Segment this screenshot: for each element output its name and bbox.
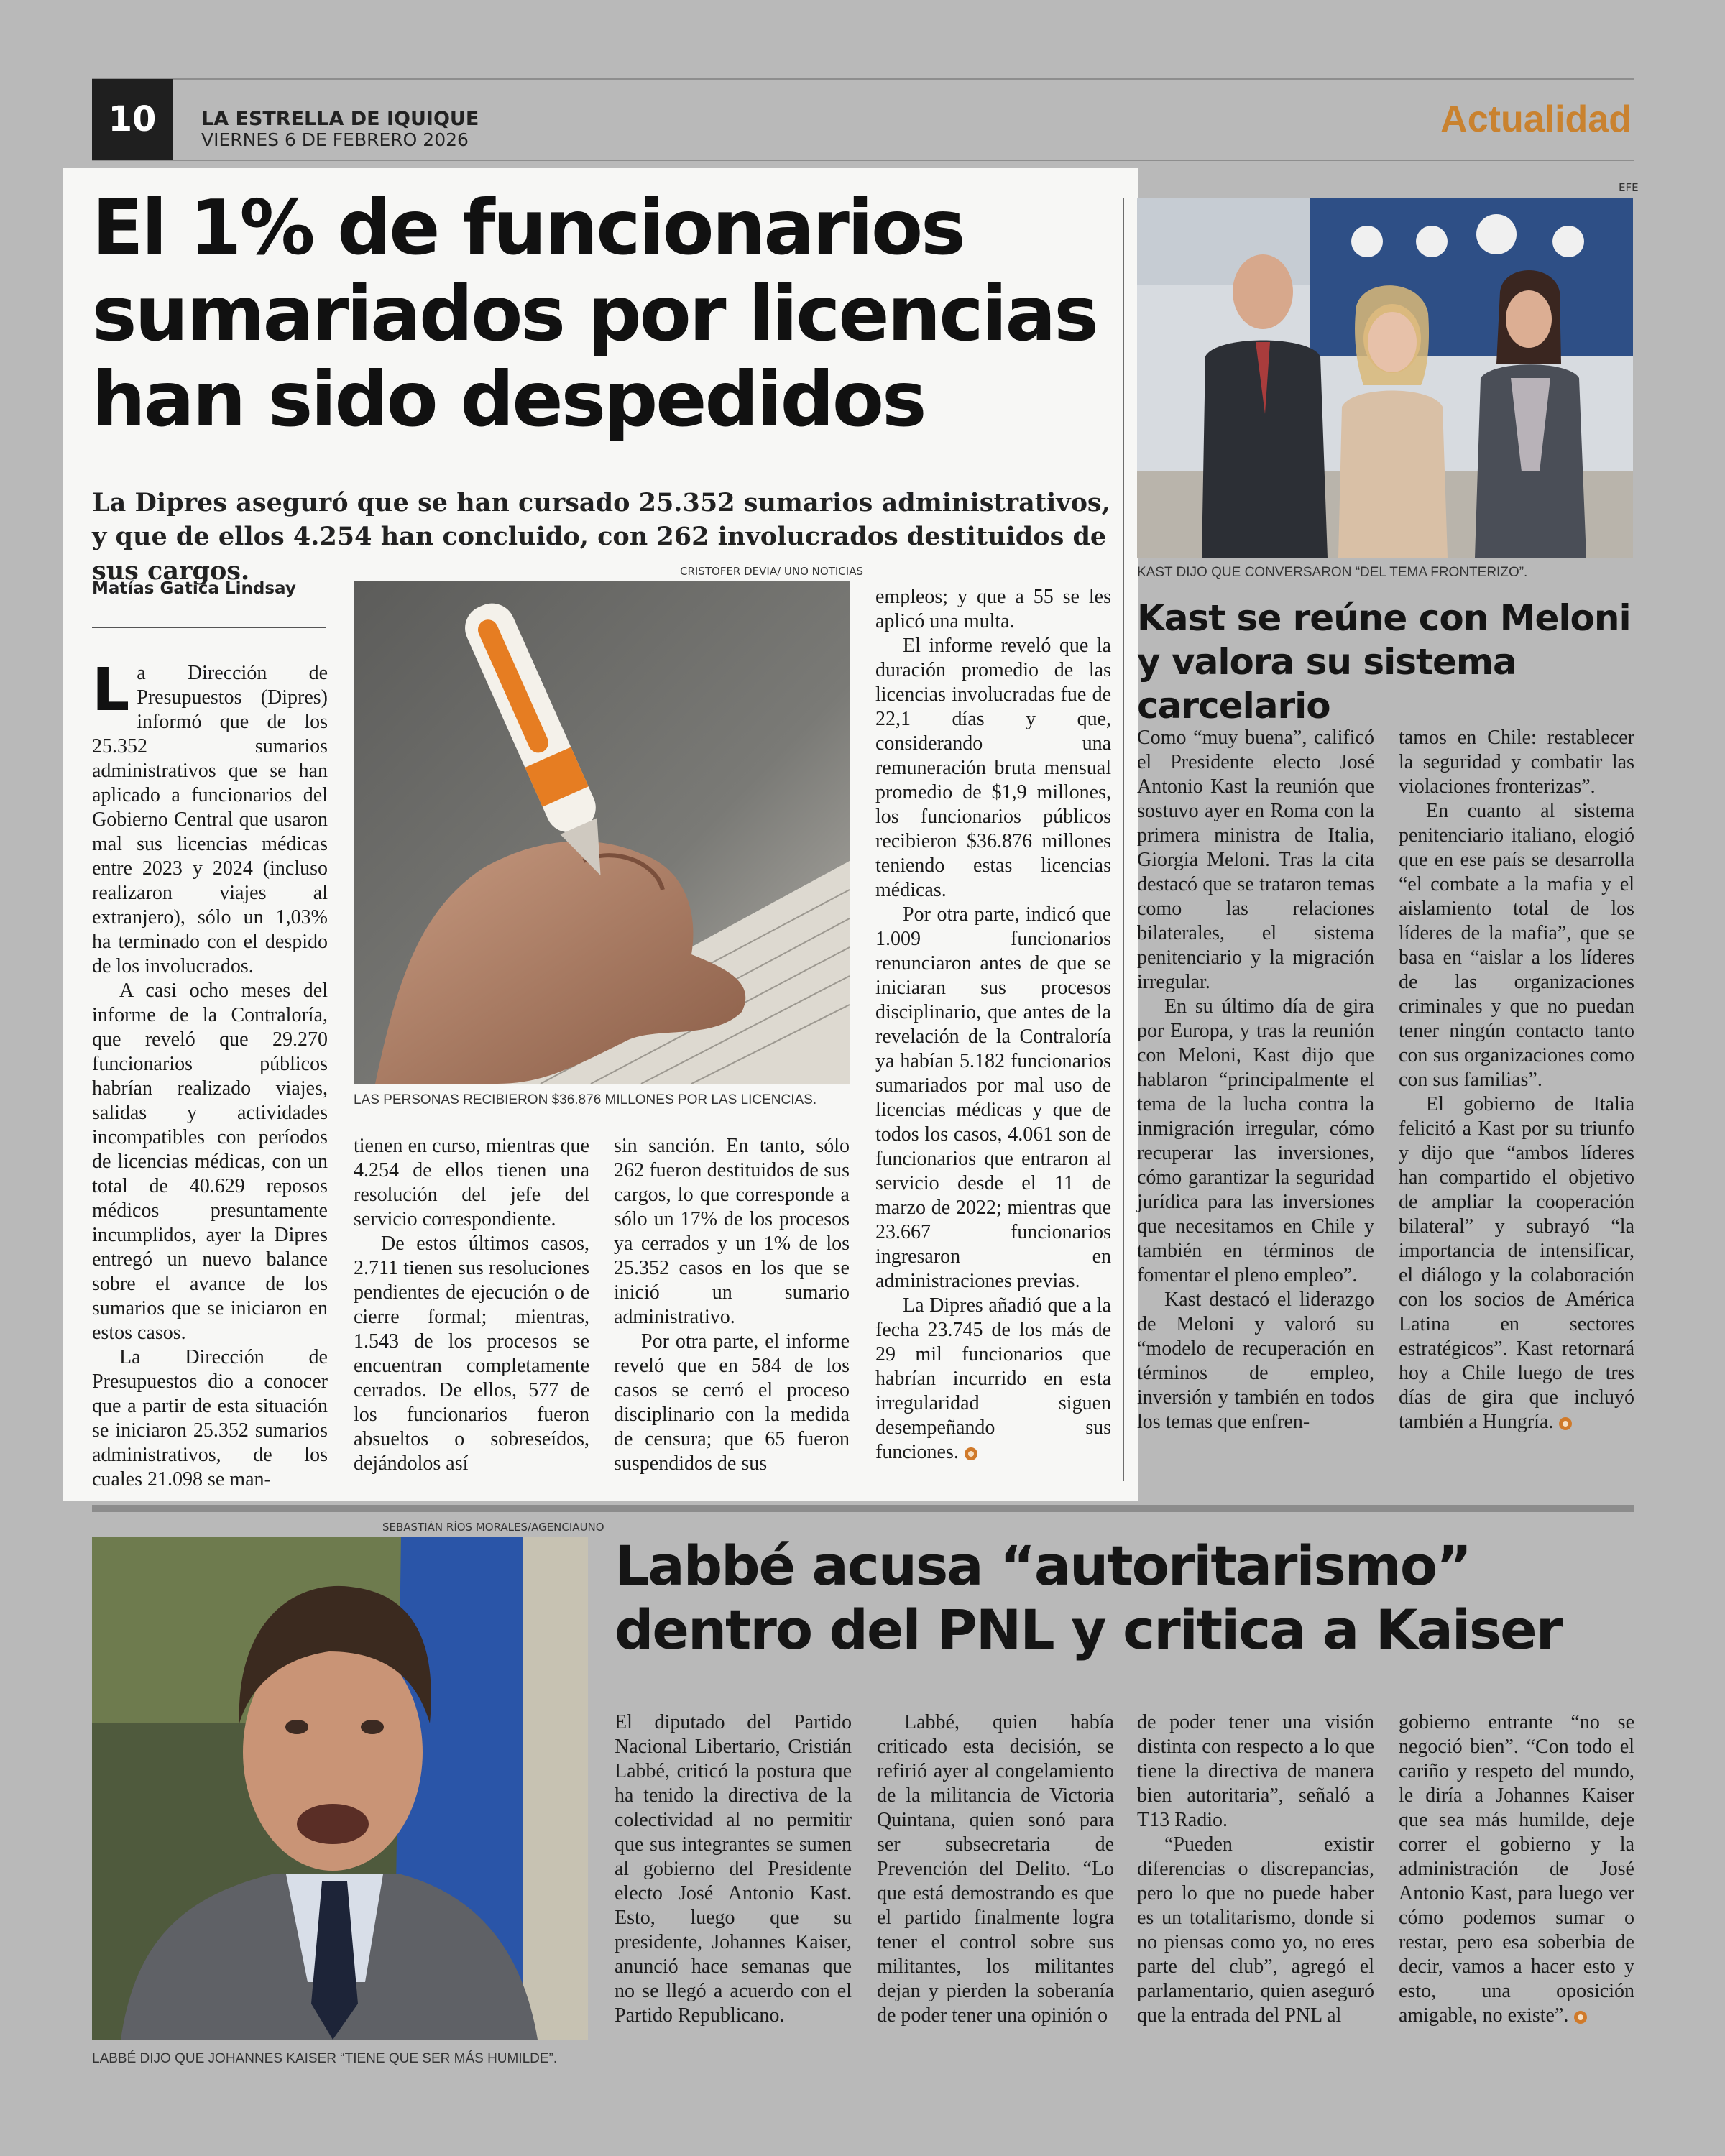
bottom-col-2 [877, 1710, 1114, 2028]
drop-cap: L [92, 656, 130, 724]
publication-date: VIERNES 6 DE FEBRERO 2026 [201, 129, 469, 150]
page-number: 10 [92, 79, 172, 160]
main-photo-credit: CRISTOFER DEVIA/ UNO NOTICIAS [680, 565, 863, 578]
article-separator [92, 1505, 1634, 1512]
end-mark-icon [965, 1447, 978, 1460]
byline-rule [92, 627, 326, 628]
column-divider [1123, 198, 1124, 1481]
paragraph: En su último día de gira por Europa, y tras la reunión con Meloni, Kast dijo que hablaron “principalmente el tema de la lucha contra la inmigración irregular, cómo recuperar las inversiones, cómo garantizar la seguridad jurídica para las inversiones que necesitamos en Chile y también en términos de fomentar el pleno empleo”. [1137, 995, 1374, 1286]
labbe-portrait-illustration [92, 1537, 588, 2040]
end-mark-icon [1574, 2011, 1587, 2024]
side-photo [1137, 198, 1633, 558]
paragraph: Kast destacó el liderazgo de Meloni y valoró su “modelo de recuperación en términos de empleo, inversión y también en todos los temas que enfren- [1137, 1289, 1374, 1433]
paragraph: a Dirección de Presupuestos (Dipres) informó que de los 25.352 sumarios administrativos que se han aplicado a funcionarios del Gobierno Central que usaron mal sus licencias médicas entre 2023 y 2024 (incluso realizaron viajes al extranjero), sólo un 1,03% ha terminado con el despido de los involucrados. [92, 662, 328, 977]
paragraph: tamos en Chile: restablecer la seguridad y combatir las violaciones fronterizas”. [1399, 727, 1634, 798]
hand-writing-illustration [354, 581, 850, 1084]
paragraph: El gobierno de Italia felicitó a Kast por su triunfo y dijo que “ambos líderes han compartido el objetivo de ampliar la cooperación bilateral” y subrayó “la importancia de intensificar, el diálogo y la colaboración con los socios de América Latina en sectores estratégicos”. Kast retornará hoy a Chile luego de tres días de gira que incluyó también a Hungría. [1399, 1093, 1634, 1433]
main-col-3 [614, 1134, 850, 1476]
main-photo-caption: LAS PERSONAS RECIBIERON $36.876 MILLONES POR LAS LICENCIAS. [354, 1092, 817, 1107]
paragraph: de poder tener una visión distinta con respecto a lo que tiene la directiva de manera bien autoritaria”, señaló a T13 Radio. [1137, 1711, 1374, 1831]
paragraph: La Dirección de Presupuestos dio a conocer que a partir de esta situación se iniciaron 25.352 sumarios administrativos, de los cuales 21.098 se man- [92, 1346, 328, 1491]
paragraph: Como “muy buena”, calificó el Presidente electo José Antonio Kast la reunión que sostuvo ayer en Roma con la primera ministra de Italia, Giorgia Meloni. Tras la cita destacó que se trataron temas como las relaciones bilaterales, el sistema penitenciario y la migración irregular. [1137, 727, 1374, 993]
end-mark-icon [1559, 1417, 1572, 1430]
paragraph: Labbé, quien había criticado esta decisión, se refirió ayer al congelamiento de la militancia de Victoria Quintana, quien sonó para ser subsecretaria de Prevención del Delito. “Lo que está demostrando es que el partido finalmente logra tener el control sobre sus militantes, los militantes dejan y pierden la soberanía de poder tener una opinión o [877, 1711, 1114, 2027]
main-col-1 [92, 656, 328, 1492]
bottom-col-4 [1399, 1710, 1634, 2028]
paragraph: La Dipres añadió que a la fecha 23.745 de los más de 29 mil funcionarios que habrían incurrido en esta irregularidad siguen desempeñando sus funciones. [875, 1294, 1111, 1463]
main-photo [354, 581, 850, 1084]
bottom-photo [92, 1537, 588, 2040]
paragraph: “Pueden existir diferencias o discrepancias, pero lo que no puede haber es un totalitarismo, donde si no piensas como yo, no eres parte del club”, agregó el parlamentario, quien aseguró que la entrada del PNL al [1137, 1833, 1374, 2027]
side-photo-caption: KAST DIJO QUE CONVERSARON “DEL TEMA FRONTERIZO”. [1137, 565, 1528, 580]
side-headline: Kast se reúne con Meloni y valora su sistema carcelario [1137, 597, 1631, 727]
bottom-col-3 [1137, 1710, 1374, 2028]
meeting-photo-illustration [1137, 198, 1633, 558]
paragraph: A casi ocho meses del informe de la Contraloría, que reveló que 29.270 funcionarios públicos habrían realizado viajes, salidas y actividades incompatibles con períodos de licencias médicas, con un total de 40.629 reposos médicos presuntamente incumplidos, ayer la Dipres entregó un nuevo balance sobre el avance de los sumarios que se iniciaron en estos casos. [92, 980, 328, 1344]
top-rule [92, 78, 1634, 80]
main-col-4 [875, 585, 1111, 1465]
bottom-headline: Labbé acusa “autoritarismo” dentro del PNL y critica a Kaiser [615, 1534, 1562, 1662]
main-col-2 [354, 1134, 589, 1476]
bottom-photo-caption: LABBÉ DIJO QUE JOHANNES KAISER “TIENE QUE SER MÁS HUMILDE”. [92, 2051, 558, 2066]
paragraph: El diputado del Partido Nacional Libertario, Cristián Labbé, criticó la postura que ha tenido la directiva de la colectividad al no permitir que sus integrantes se sumen al gobierno del Presidente electo José Antonio Kast. Esto, luego que su presidente, Johannes Kaiser, anunció hace semanas que no se llegó a acuerdo con el Partido Republicano. [615, 1711, 852, 2027]
header-rule [92, 160, 1634, 161]
paragraph: Por otra parte, el informe reveló que en 584 de los casos se cerró el proceso disciplinario con la medida de censura; que 65 fueron suspendidos de sus [614, 1330, 850, 1475]
publication-name: LA ESTRELLA DE IQUIQUE [201, 108, 479, 130]
paragraph: El informe reveló que la duración promedio de las licencias involucradas fue de 22,1 días y que, considerando una remuneración bruta mensual promedio de $1,9 millones, los funcionarios públicos recibieron $36.876 millones teniendo estas licencias médicas. [875, 635, 1111, 901]
paragraph: sin sanción. En tanto, sólo 262 fueron destituidos de sus cargos, lo que corresponde a sólo un 17% de los procesos ya cerrados y un 1% de los 25.352 casos en los que se inició un sumario administrativo. [614, 1135, 850, 1328]
bottom-photo-credit: SEBASTIÁN RÍOS MORALES/AGENCIAUNO [382, 1521, 604, 1534]
paragraph: gobierno entrante “no se negoció bien”. “Con todo el cariño y respeto del mundo, le diría a Johannes Kaiser que sea más humilde, deje correr el gobierno y la administración de José Antonio Kast, para luego ver cómo podemos sumar o restar, pero esa soberbia de decir, vamos a hacer esto y esto, una oposición amigable, no existe”. [1399, 1711, 1634, 2027]
bottom-col-1 [615, 1710, 852, 2028]
paragraph: Por otra parte, indicó que 1.009 funcionarios renunciaron antes de que se iniciaran sus procesos disciplinario, que antes de la revelación de la Contraloría ya habían 5.182 funcionarios sumariados por mal uso de licencias médicas y que de todos los casos, 4.061 son de funcionarios que entraron al servicio desde el 11 de marzo de 2022; mientras que 23.667 funcionarios ingresaron en administraciones previas. [875, 903, 1111, 1292]
paragraph: De estos últimos casos, 2.711 tienen sus resoluciones pendientes de ejecución o de cierre formal; mientras, 1.543 de los procesos se encuentran completamente cerrados. De ellos, 577 de los funcionarios fueron absueltos o sobreseídos, dejándolos así [354, 1233, 589, 1475]
paragraph: En cuanto al sistema penitenciario italiano, elogió que en ese país se desarrolla “el combate a la mafia y el aislamiento total de los líderes de la mafia”, que se basa en “aislar a los líderes de las organizaciones criminales y que no puedan tener ningún contacto tanto con sus organizaciones como con sus familias”. [1399, 800, 1634, 1091]
section-title: Actualidad [1440, 98, 1632, 140]
paragraph: empleos; y que a 55 se les aplicó una multa. [875, 586, 1111, 632]
side-col-1 [1137, 726, 1374, 1434]
byline: Matías Gatica Lindsay [92, 579, 296, 598]
paragraph: tienen en curso, mientras que 4.254 de ellos tienen una resolución del jefe del servicio correspondiente. [354, 1135, 589, 1230]
main-headline: El 1% de funcionarios sumariados por licencias han sido despedidos [92, 184, 1097, 444]
main-deck: La Dipres aseguró que se han cursado 25.352 sumarios administrativos, y que de ellos 4.254 han concluido, con 262 involucrados destituidos de sus cargos. [92, 488, 1110, 586]
side-photo-credit: EFE [1619, 181, 1639, 194]
side-col-2 [1399, 726, 1634, 1434]
